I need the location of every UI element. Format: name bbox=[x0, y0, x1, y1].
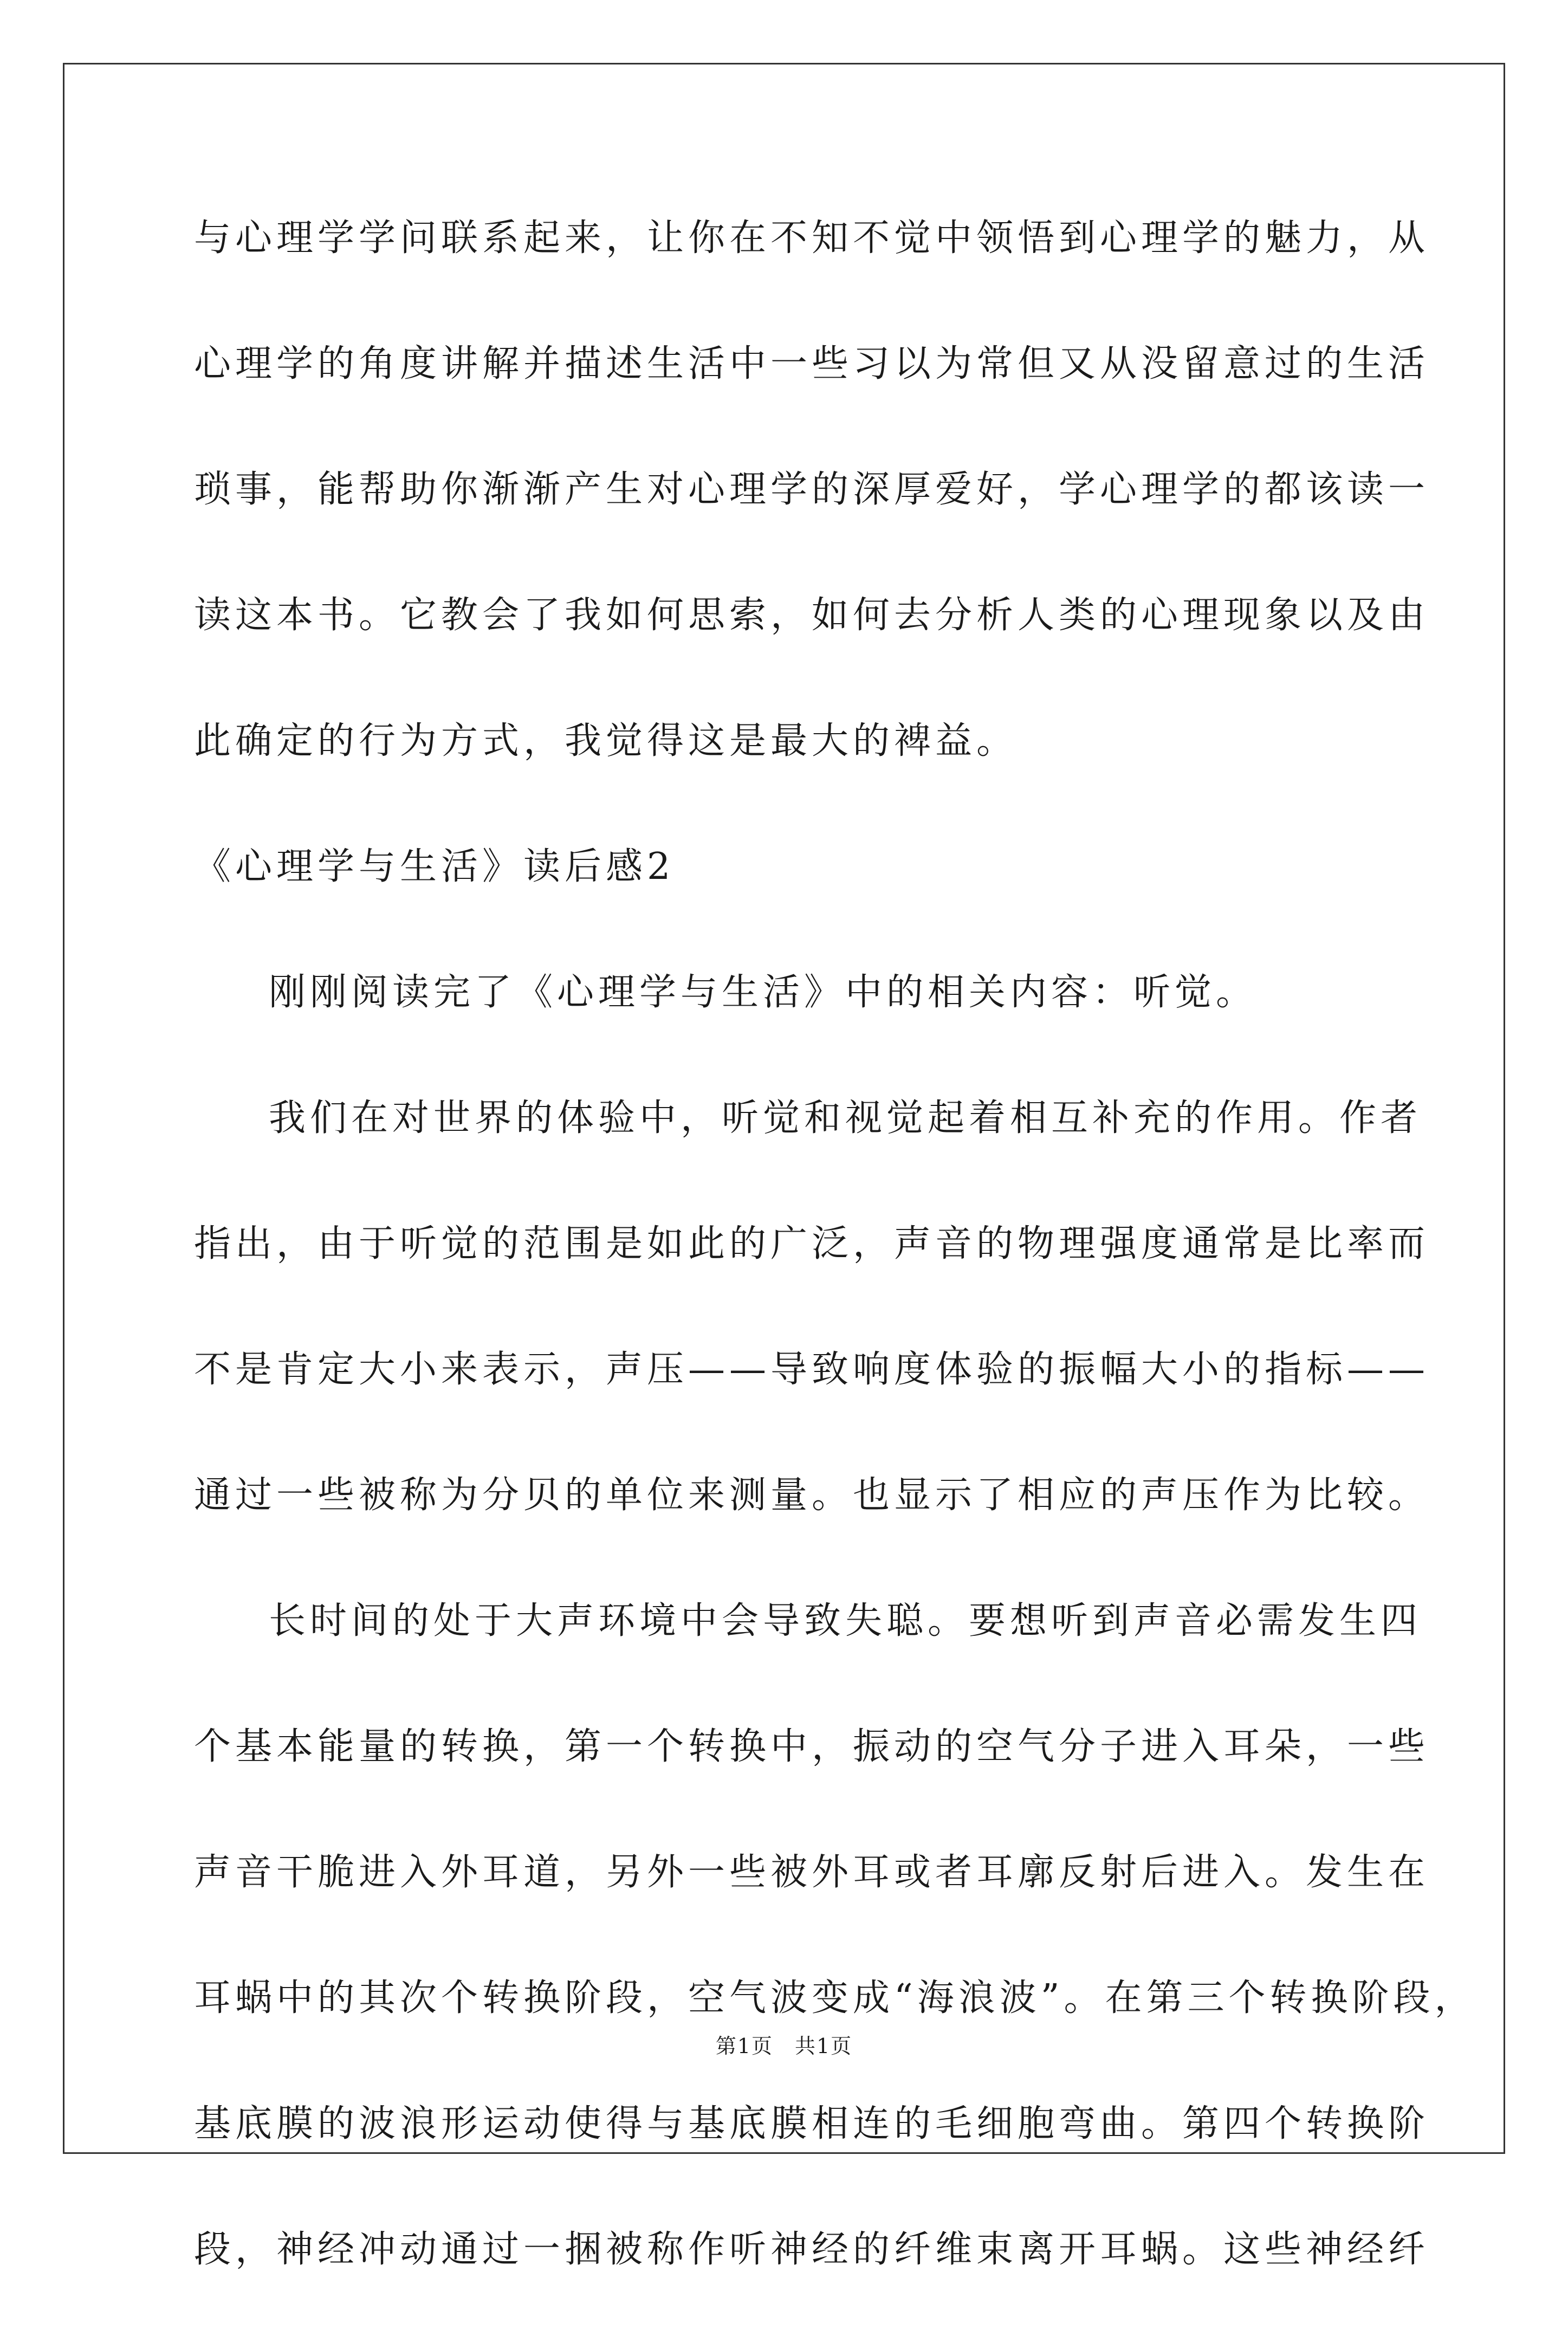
text-line: 通过一些被称为分贝的单位来测量。也显示了相应的声压作为比较。 bbox=[194, 1474, 1430, 1517]
text-line: 个基本能量的转换，第一个转换中，振动的空气分子进入耳朵，一些 bbox=[194, 1725, 1430, 1768]
text-line: 琐事，能帮助你渐渐产生对心理学的深厚爱好，学心理学的都该读一 bbox=[194, 468, 1430, 511]
text-line: 心理学的角度讲解并描述生活中一些习以为常但又从没留意过的生活 bbox=[194, 342, 1430, 385]
section-heading: 《心理学与生活》读后感2 bbox=[194, 845, 675, 888]
text-line: 耳蜗中的其次个转换阶段，空气波变成“海浪波”。在第三个转换阶段， bbox=[194, 1977, 1476, 2020]
text-line: 段，神经冲动通过一捆被称作听神经的纤维束离开耳蜗。这些神经纤 bbox=[194, 2228, 1430, 2271]
text-line: 不是肯定大小来表示，声压——导致响度体验的振幅大小的指标—— bbox=[194, 1348, 1430, 1391]
text-line: 声音干脆进入外耳道，另外一些被外耳或者耳廓反射后进入。发生在 bbox=[194, 1851, 1430, 1894]
page-number-footer: 第1页 共1页 bbox=[715, 2034, 853, 2058]
document-body bbox=[194, 206, 1476, 2343]
text-line-indented: 长时间的处于大声环境中会导致失聪。要想听到声音必需发生四 bbox=[269, 1600, 1422, 1642]
text-line: 读这本书。它教会了我如何思索，如何去分析人类的心理现象以及由 bbox=[194, 594, 1430, 637]
text-line-indented: 刚刚阅读完了《心理学与生活》中的相关内容：听觉。 bbox=[269, 971, 1258, 1014]
text-line: 此确定的行为方式，我觉得这是最大的裨益。 bbox=[194, 720, 1018, 762]
text-line-indented: 我们在对世界的体验中，听觉和视觉起着相互补充的作用。作者 bbox=[269, 1097, 1422, 1140]
text-line: 基底膜的波浪形运动使得与基底膜相连的毛细胞弯曲。第四个转换阶 bbox=[194, 2102, 1430, 2145]
text-line: 与心理学学问联系起来，让你在不知不觉中领悟到心理学的魅力，从 bbox=[194, 217, 1430, 260]
text-line: 指出，由于听觉的范围是如此的广泛，声音的物理强度通常是比率而 bbox=[194, 1222, 1430, 1265]
